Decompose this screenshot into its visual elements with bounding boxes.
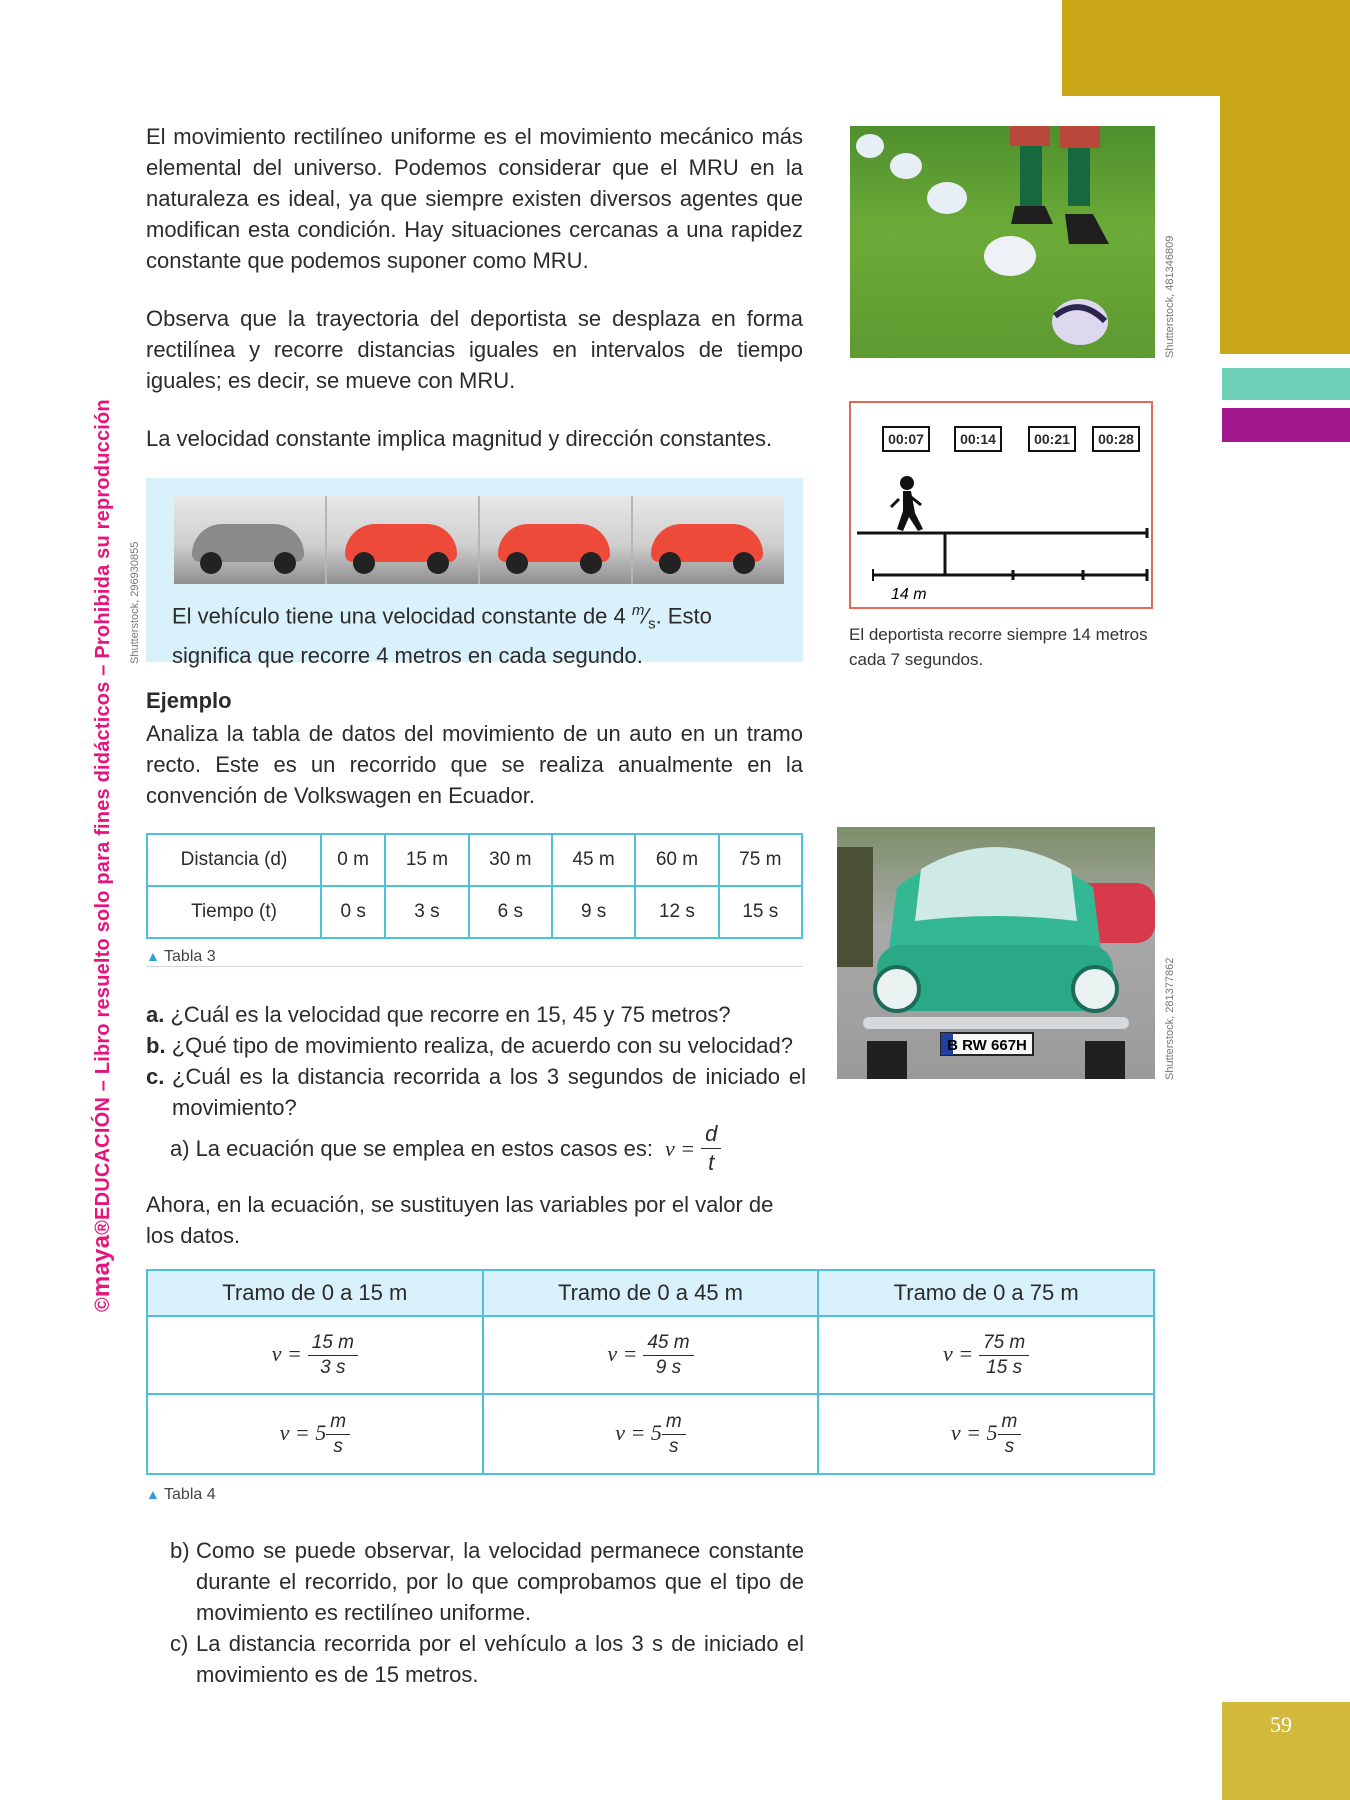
table-3 [146,833,803,939]
table-cell: 0 m [321,834,385,886]
wheel-icon [506,552,528,574]
photo-credit-cars: Shutterstock, 296930855 [129,541,141,664]
question-item [146,1030,806,1061]
unit-numerator: m [998,1410,1022,1435]
tramo-head-15: Tramo de 0 a 15 m [147,1270,483,1316]
table-cell: 3 s [385,886,468,938]
wheel-icon [200,552,222,574]
teal-tab [1222,368,1350,400]
table-cell: 15 s [719,886,802,938]
question-letter: a. [146,1002,165,1027]
timer-1: 00:07 [882,426,930,452]
unit-m: m [631,602,645,619]
distance-label: 14 m [891,586,927,603]
table-4-caption [146,1486,216,1504]
timer-3: 00:21 [1028,426,1076,452]
tramo-formula-75 [818,1316,1154,1394]
tramo-result-45 [483,1394,819,1474]
answer-label: a) [170,1135,190,1161]
question-text: ¿Cuál es la velocidad que recorre en 15, 45 y 75 metros? [170,1002,731,1027]
triangle-icon: ▲ [146,948,160,964]
unit-numerator: m [662,1410,686,1435]
wheel-icon [733,552,755,574]
car-box-text-b: . Esto significa que recorre 4 metros en cada segundo. [172,603,712,668]
v-label: v = [943,1340,974,1366]
table-4 [146,1269,1155,1475]
answer-item [170,1535,804,1628]
page-number: 59 [1270,1712,1292,1737]
numerator: 75 m [979,1331,1029,1356]
copyright-symbol: © [92,1297,114,1312]
wheel-icon [274,552,296,574]
wheel-icon [659,552,681,574]
v-label: v = [271,1340,302,1366]
car-box-text: El vehículo tiene una velocidad constante de 4 $^m⁄_s$. Esto significa que recorre 4 metros en cada segundo. [172,602,712,668]
intro-paragraph-3: La velocidad constante implica magnitud y dirección constantes. [146,426,773,451]
result-value: v = 5 [279,1419,327,1445]
answers-list [170,1535,804,1690]
car-frame-4 [633,496,784,584]
denominator: 3 s [320,1356,346,1378]
equation-numerator: d [701,1120,721,1149]
table-3-caption [146,948,216,966]
unit-s: s [648,615,656,633]
question-item [146,1061,806,1123]
v-label: v = [607,1340,638,1366]
question-letter: c. [146,1064,165,1089]
example-text: Analiza la tabla de datos del movimiento de un auto en un tramo recto. Este es un recorrido que se realiza anualmente en la convención de Volkswagen en Ecuador. [146,721,803,808]
result-value: v = 5 [950,1419,998,1445]
car-frame-2 [327,496,480,584]
table-3-caption-text: Tabla 3 [164,948,216,965]
banner-text: EDUCACIÓN – Libro resuelto solo para fines didácticos – Prohibida su reproducción [92,399,114,1220]
example-title: Ejemplo [146,688,232,713]
unit-fraction [326,1410,350,1459]
brand-logo: maya [88,1234,115,1298]
table-cell: 15 m [385,834,468,886]
tramo-formula-45 [483,1316,819,1394]
answer-text: La ecuación que se emplea en estos casos es: [195,1135,653,1161]
denominator: 9 s [655,1356,682,1378]
rugby-balls-photo [850,126,1155,358]
rugby-balls-illustration [850,126,1155,358]
unit-denominator: s [333,1435,343,1457]
row-label-time: Tiempo (t) [147,886,321,938]
denominator: 15 s [986,1356,1023,1378]
question-list [146,999,806,1123]
car-sequence-photo [174,496,784,584]
registered-symbol: ® [92,1219,114,1235]
side-banner [88,399,116,1312]
tramo-formula-15 [147,1316,483,1394]
answer-a [170,1120,721,1177]
top-gold-block [1062,0,1350,96]
unit-fraction [998,1410,1022,1459]
side-gold-strip [1220,96,1350,354]
divider [146,966,803,967]
unit-fraction [662,1410,686,1459]
timer-4: 00:28 [1092,426,1140,452]
unit-denominator: s [1004,1435,1015,1457]
answer-label: c) [170,1631,189,1656]
table-cell: 9 s [552,886,635,938]
numerator: 15 m [308,1331,358,1356]
tramo-result-75 [818,1394,1154,1474]
question-letter: b. [146,1033,166,1058]
unit-numerator: m [326,1410,350,1435]
fraction [979,1331,1029,1380]
tramo-head-45: Tramo de 0 a 45 m [483,1270,819,1316]
equation-denominator: t [708,1150,715,1175]
timer-2: 00:14 [954,426,1002,452]
car-frame-3 [480,496,633,584]
runner-caption: El deportista recorre siempre 14 metros cada 7 segundos. [849,625,1148,669]
table-cell: 12 s [635,886,718,938]
table-4-caption-text: Tabla 4 [164,1486,216,1503]
table-row [147,886,802,938]
table-cell: 45 m [552,834,635,886]
row-label-distance: Distancia (d) [147,834,321,886]
magenta-tab [1222,408,1350,442]
answer-label: b) [170,1538,190,1563]
table-cell: 6 s [469,886,552,938]
photo-credit-beetle: Shutterstock, 281377862 [1164,957,1176,1080]
car-box-text-a: El vehículo tiene una velocidad constante de 4 [172,603,632,629]
substitution-text: Ahora, en la ecuación, se sustituyen las variables por el valor de los datos. [146,1192,774,1248]
intro-paragraph-1: El movimiento rectilíneo uniforme es el movimiento mecánico más elemental del universo. Podemos considerar que el MRU en la naturaleza es ideal, ya que siempre existen diversos agentes que modifican esta condición. Hay situaciones cercanas a una rapidez constante que podemos suponer como MRU. [146,124,803,273]
license-plate: B RW 667H [947,1037,1027,1054]
equation-v: v = [664,1135,696,1161]
answer-text: La distancia recorrida por el vehículo a los 3 s de iniciado el movimiento es de 15 metros. [196,1631,804,1687]
answer-text: Como se puede observar, la velocidad permanece constante durante el recorrido, por lo que comprobamos que el tipo de movimiento es rectilíneo uniforme. [196,1538,804,1625]
equation-fraction [701,1120,721,1177]
beetle-illustration [837,827,1155,1079]
table-row [147,1270,1154,1316]
table-cell: 75 m [719,834,802,886]
numerator: 45 m [643,1331,693,1356]
table-cell: 0 s [321,886,385,938]
intro-paragraph-2: Observa que la trayectoria del deportista se desplaza en forma rectilínea y recorre distancias iguales en intervalos de tiempo iguales; es decir, se mueve con MRU. [146,306,803,393]
triangle-icon: ▲ [146,1486,160,1502]
tramo-head-75: Tramo de 0 a 75 m [818,1270,1154,1316]
car-frame-1 [174,496,327,584]
tramo-result-15 [147,1394,483,1474]
table-row [147,1394,1154,1474]
fraction [643,1331,693,1380]
result-value: v = 5 [615,1419,662,1445]
fraction [308,1331,358,1380]
table-cell: 30 m [469,834,552,886]
beetle-photo [837,827,1155,1079]
question-text: ¿Qué tipo de movimiento realiza, de acuerdo con su velocidad? [171,1033,793,1058]
table-row [147,834,802,886]
table-row [147,1316,1154,1394]
wheel-icon [353,552,375,574]
answer-item [170,1628,804,1690]
wheel-icon [427,552,449,574]
question-item [146,999,806,1030]
unit-denominator: s [669,1435,679,1457]
photo-credit-balls: Shutterstock, 481346809 [1164,235,1176,358]
wheel-icon [580,552,602,574]
table-cell: 60 m [635,834,718,886]
question-text: ¿Cuál es la distancia recorrida a los 3 segundos de iniciado el movimiento? [172,1064,806,1120]
